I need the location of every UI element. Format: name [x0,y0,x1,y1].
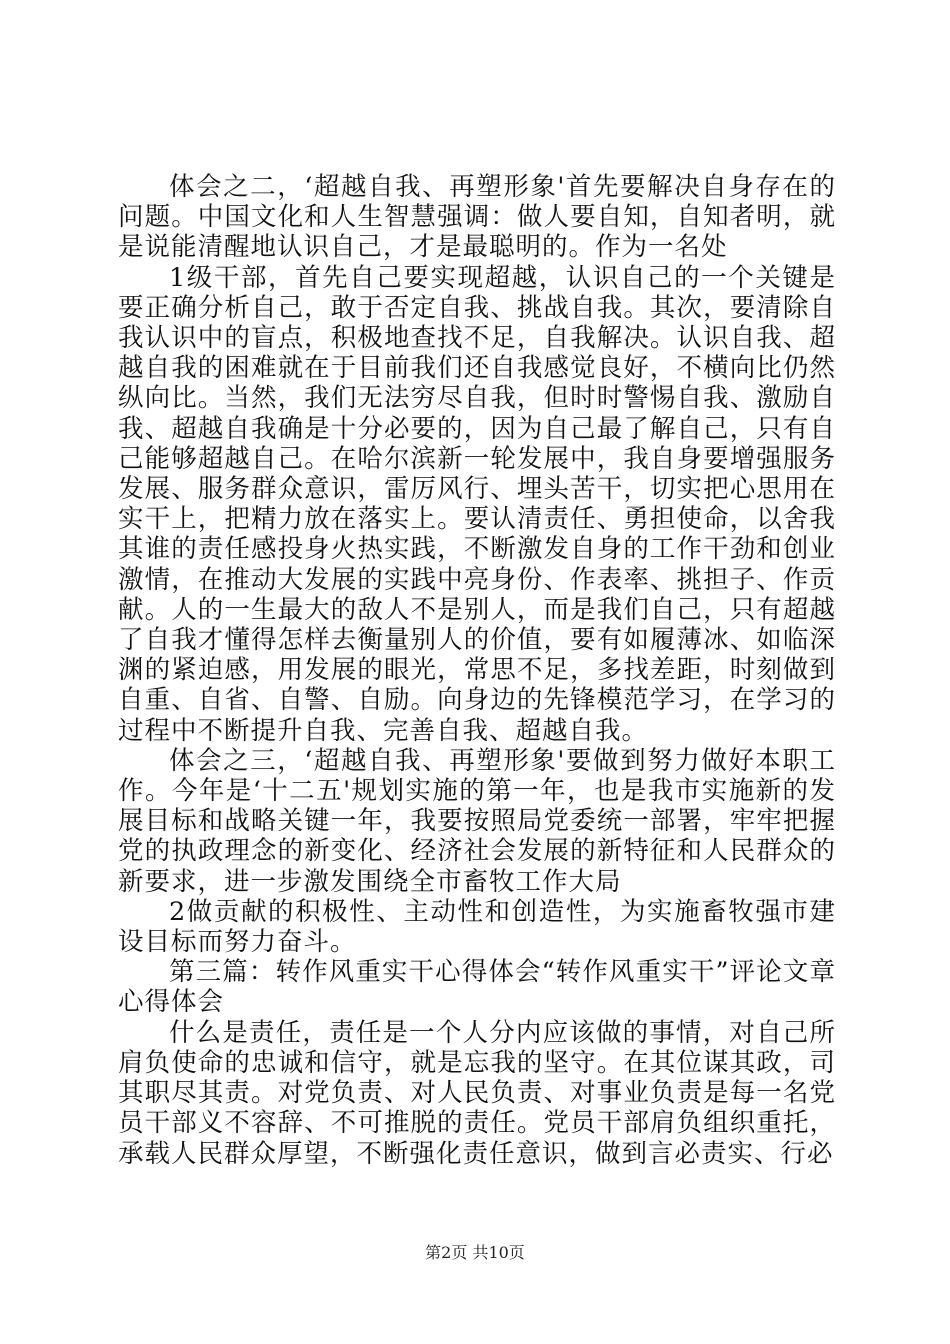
paragraph-4: 2做贡献的积极性、主动性和创造性，为实施畜牧强市建设目标而努力奋斗。 [118,896,836,958]
section-heading: 第三篇：转作风重实干心得体会“转作风重实干”评论文章心得体会 [118,957,836,1018]
document-body [118,172,836,1169]
paragraph-5: 什么是责任，责任是一个人分内应该做的事情，对自己所肩负使命的忠诚和信守，就是忘我的坚守。在其位谋其政，司其职尽其责。对党负责、对人民负责、对事业负责是每一名党员干部义不容辞、不可推脱的责任。党员干部肩负组织重托，承载人民群众厚望，不断强化责任意识，做到言必责实、行必 [118,1017,836,1169]
page-footer: 第2页 共10页 [425,1243,525,1262]
paragraph-1: 体会之二，‘超越自我、再塑形象'首先要解决自身存在的问题。中国文化和人生智慧强调：做人要自知，自知者明，就是说能清醒地认识自己，才是最聪明的。作为一名处 [118,172,836,263]
paragraph-3: 体会之三，‘超越自我、再塑形象'要做到努力做好本职工作。今年是‘十二五'规划实施的第一年，也是我市实施新的发展目标和战略关键一年，我要按照局党委统一部署，牢牢把握党的执政理念的新变化、经济社会发展的新特征和人民群众的新要求，进一步激发围绕全市畜牧工作大局 [118,745,836,897]
paragraph-2: 1级干部，首先自己要实现超越，认识自己的一个关键是要正确分析自己，敢于否定自我、挑战自我。其次，要清除自我认识中的盲点，积极地查找不足，自我解决。认识自我、超越自我的困难就在于目前我们还自我感觉良好，不横向比仍然纵向比。当然，我们无法穷尽自我，但时时警惕自我、激励自我、超越自我确是十分必要的，因为自己最了解自己，只有自己能够超越自己。在哈尔滨新一轮发展中，我自身要增强服务发展、服务群众意识，雷厉风行、埋头苦干，切实把心思用在实干上，把精力放在落实上。要认清责任、勇担使命，以舍我其谁的责任感投身火热实践，不断激发自身的工作干劲和创业激情，在推动大发展的实践中亮身份、作表率、挑担子、作贡献。人的一生最大的敌人不是别人，而是我们自己，只有超越了自我才懂得怎样去衡量别人的价值，要有如履薄冰、如临深渊的紧迫感，用发展的眼光，常思不足，多找差距，时刻做到自重、自省、自警、自励。向身边的先锋模范学习，在学习的过程中不断提升自我、完善自我、超越自我。 [118,262,836,746]
